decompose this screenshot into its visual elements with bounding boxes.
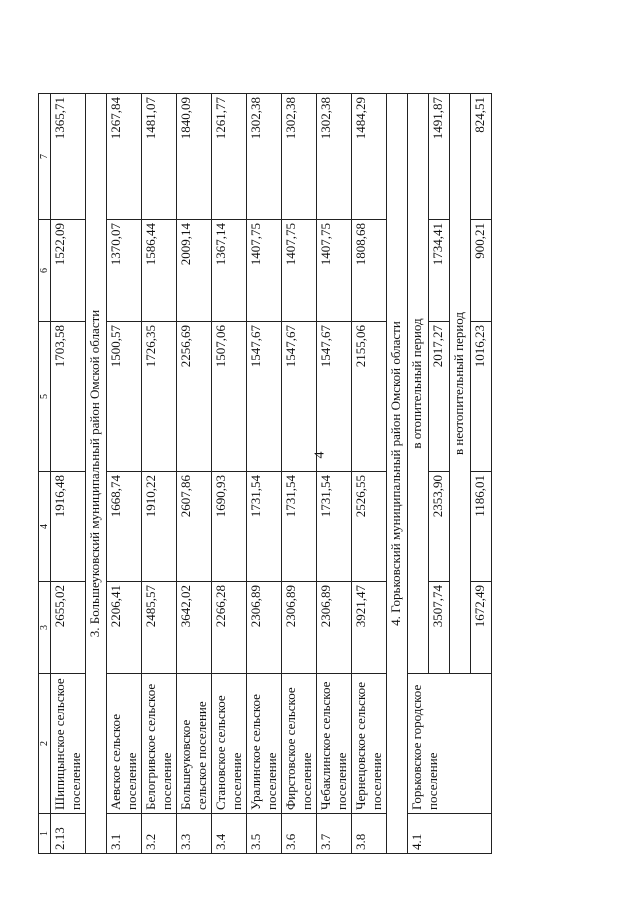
table-row <box>317 94 352 854</box>
header-row <box>39 94 51 854</box>
value-cell: 1726,35 <box>142 322 177 472</box>
value-cell: 1916,48 <box>51 472 86 582</box>
settlement-name: Чебаклинское сельское поселение <box>317 674 352 814</box>
header-cell: 6 <box>39 220 51 322</box>
table-row <box>107 94 142 854</box>
value-cell: 1734,41 <box>429 220 450 322</box>
settlement-name: Чернецовское сельское поселение <box>352 674 387 814</box>
settlement-name: Аевское сельское поселение <box>107 674 142 814</box>
value-cell: 1690,93 <box>212 472 247 582</box>
value-cell: 1547,67 <box>247 322 282 472</box>
value-cell: 900,21 <box>471 220 492 322</box>
value-cell: 1365,71 <box>51 94 86 220</box>
row-number: 3.4 <box>212 814 247 854</box>
settlement-name: Становское сельское поселение <box>212 674 247 814</box>
header-cell: 4 <box>39 472 51 582</box>
row-number: 4.1 <box>408 814 492 854</box>
table-row <box>177 94 212 854</box>
row-number: 3.6 <box>282 814 317 854</box>
value-cell: 2266,28 <box>212 582 247 674</box>
settlement-name: Горьковское городское поселение <box>408 674 492 814</box>
value-cell: 2485,57 <box>142 582 177 674</box>
value-cell: 1407,75 <box>247 220 282 322</box>
value-cell: 2155,06 <box>352 322 387 472</box>
value-cell: 1840,09 <box>177 94 212 220</box>
settlement-name: Белогривское сельское поселение <box>142 674 177 814</box>
header-cell: 2 <box>39 674 51 814</box>
settlement-name: Большеуковское сельское поселение <box>177 674 212 814</box>
value-cell: 2306,89 <box>317 582 352 674</box>
table-row <box>212 94 247 854</box>
value-cell: 2353,90 <box>429 472 450 582</box>
value-cell: 2017,27 <box>429 322 450 472</box>
tariff-table <box>38 93 492 854</box>
value-cell: 1703,58 <box>51 322 86 472</box>
value-cell: 1808,68 <box>352 220 387 322</box>
value-cell: 1547,67 <box>282 322 317 472</box>
rotated-table-wrapper <box>38 94 487 854</box>
value-cell: 2306,89 <box>247 582 282 674</box>
table-row <box>142 94 177 854</box>
row-number: 3.8 <box>352 814 387 854</box>
row-number: 3.3 <box>177 814 212 854</box>
table-row <box>247 94 282 854</box>
value-cell: 824,51 <box>471 94 492 220</box>
period-label-nonheating: в неотопительный период <box>450 94 471 674</box>
row-number: 3.7 <box>317 814 352 854</box>
value-cell: 1672,49 <box>471 582 492 674</box>
value-cell: 1407,75 <box>317 220 352 322</box>
value-cell: 1507,06 <box>212 322 247 472</box>
value-cell: 1302,38 <box>247 94 282 220</box>
value-cell: 1481,07 <box>142 94 177 220</box>
value-cell: 1731,54 <box>282 472 317 582</box>
value-cell: 1586,44 <box>142 220 177 322</box>
section-heading: 4. Горьковский муниципальный район Омской области <box>387 94 408 854</box>
value-cell: 1302,38 <box>317 94 352 220</box>
value-cell: 2256,69 <box>177 322 212 472</box>
header-cell: 5 <box>39 322 51 472</box>
value-cell: 1491,87 <box>429 94 450 220</box>
row-number: 2.13 <box>51 814 86 854</box>
page-number: 4 <box>312 451 327 459</box>
table-row <box>352 94 387 854</box>
header-cell: 3 <box>39 582 51 674</box>
value-cell: 1500,57 <box>107 322 142 472</box>
header-cell: 7 <box>39 94 51 220</box>
value-cell: 1668,74 <box>107 472 142 582</box>
section-heading: 3. Большеуковский муниципальный район Омской области <box>86 94 107 854</box>
header-cell: 1 <box>39 814 51 854</box>
settlement-name: Фирстовское сельское поселение <box>282 674 317 814</box>
value-cell: 1016,23 <box>471 322 492 472</box>
value-cell: 2306,89 <box>282 582 317 674</box>
value-cell: 2655,02 <box>51 582 86 674</box>
row-number: 3.1 <box>107 814 142 854</box>
value-cell: 1484,29 <box>352 94 387 220</box>
table-row <box>282 94 317 854</box>
section-row <box>387 94 408 854</box>
row-number: 3.5 <box>247 814 282 854</box>
section-row <box>86 94 107 854</box>
value-cell: 1547,67 <box>317 322 352 472</box>
value-cell: 1910,22 <box>142 472 177 582</box>
value-cell: 3921,47 <box>352 582 387 674</box>
value-cell: 2009,14 <box>177 220 212 322</box>
value-cell: 1267,84 <box>107 94 142 220</box>
table-row <box>408 94 429 854</box>
settlement-name: Уралинское сельское поселение <box>247 674 282 814</box>
value-cell: 3642,02 <box>177 582 212 674</box>
value-cell: 1731,54 <box>247 472 282 582</box>
table-row <box>51 94 86 854</box>
value-cell: 1522,09 <box>51 220 86 322</box>
value-cell: 2526,55 <box>352 472 387 582</box>
value-cell: 1731,54 <box>317 472 352 582</box>
value-cell: 1302,38 <box>282 94 317 220</box>
row-number: 3.2 <box>142 814 177 854</box>
settlement-name: Шипицынское сельское поселение <box>51 674 86 814</box>
value-cell: 1370,07 <box>107 220 142 322</box>
period-label-heating: в отопительный период <box>408 94 429 674</box>
value-cell: 3507,74 <box>429 582 450 674</box>
value-cell: 1367,14 <box>212 220 247 322</box>
value-cell: 2607,86 <box>177 472 212 582</box>
value-cell: 1407,75 <box>282 220 317 322</box>
value-cell: 1261,77 <box>212 94 247 220</box>
value-cell: 1186,01 <box>471 472 492 582</box>
value-cell: 2206,41 <box>107 582 142 674</box>
